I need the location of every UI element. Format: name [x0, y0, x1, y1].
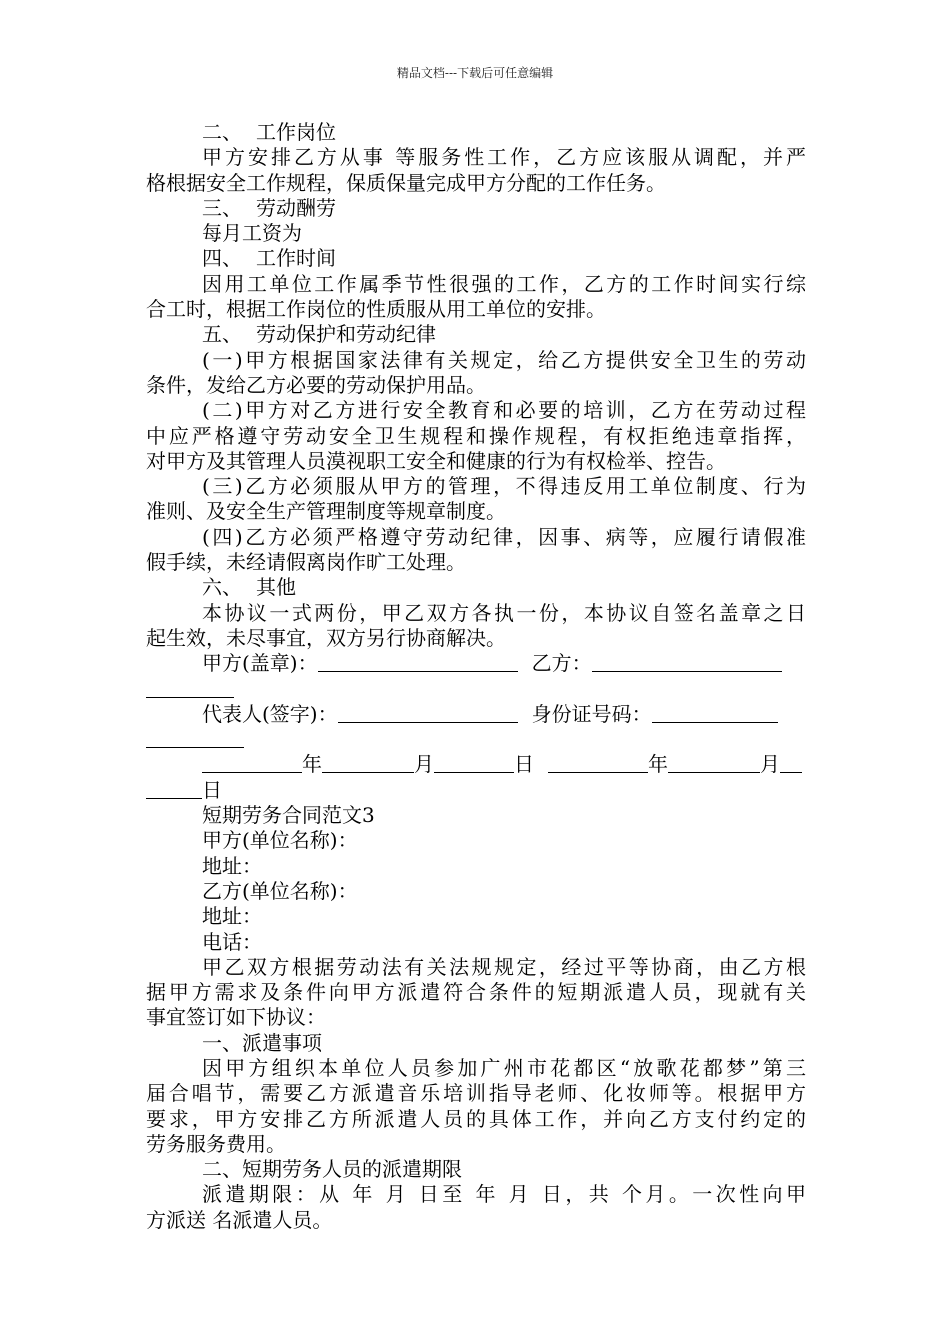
- paragraph-line: 事宜签订如下协议：: [146, 1005, 326, 1030]
- paragraph-line: 甲方安排乙方从事 等服务性工作，乙方应该服从调配，并严: [202, 145, 806, 170]
- paragraph-line: 条件，发给乙方必要的劳动保护用品。: [146, 372, 486, 397]
- id-number-blank: [652, 704, 778, 723]
- signature-line-wrap: [146, 677, 806, 702]
- info-line: 地址：: [202, 904, 262, 929]
- paragraph-line: 对甲方及其管理人员漠视职工安全和健康的行为有权检举、控告。: [146, 448, 726, 473]
- paragraph-line: (四)乙方必须严格遵守劳动纪律，因事、病等，应履行请假准: [202, 524, 806, 549]
- info-line: 电话：: [202, 929, 262, 954]
- paragraph-line: 届合唱节，需要乙方派遣音乐培训指导老师、化妆师等。根据甲方: [146, 1081, 806, 1106]
- info-line: 乙方(单位名称)：: [202, 878, 358, 903]
- signature-line-party: 甲方(盖章)： 乙方：: [146, 651, 806, 676]
- info-line: 甲方(单位名称)：: [202, 828, 358, 853]
- section-heading-4: 四、 工作时间: [202, 246, 336, 271]
- signature-line-rep: 代表人(签字)： 身份证号码：: [146, 702, 806, 727]
- paragraph-line: 据甲方需求及条件向甲方派遣符合条件的短期派遣人员，现就有关: [146, 980, 806, 1005]
- paragraph-line: 因甲方组织本单位人员参加广州市花都区“放歌花都梦”第三: [202, 1055, 806, 1080]
- party-a-seal-blank: [318, 653, 518, 672]
- paragraph-line: 准则、及安全生产管理制度等规章制度。: [146, 499, 506, 524]
- paragraph-line: 起生效，未尽事宜，双方另行协商解决。: [146, 625, 506, 650]
- paragraph-line: (一)甲方根据国家法律有关规定，给乙方提供安全卫生的劳动: [202, 347, 806, 372]
- paragraph-line: 要求，甲方安排乙方所派遣人员的具体工作，并向乙方支付约定的: [146, 1106, 806, 1131]
- section-heading-2: 二、 工作岗位: [202, 120, 336, 144]
- paragraph-line: 方派送 名派遣人员。: [146, 1207, 333, 1232]
- paragraph-line: 格根据安全工作规程，保质保量完成甲方分配的工作任务。: [146, 170, 666, 195]
- paragraph-line: 合工时，根据工作岗位的性质服从用工单位的安排。: [146, 297, 606, 322]
- section-heading-3: 三、 劳动酬劳: [202, 195, 336, 220]
- section-heading-6: 六、 其他: [202, 575, 296, 600]
- signature-line-wrap: [146, 727, 806, 752]
- paragraph-line: 每月工资为: [202, 221, 302, 246]
- paragraph-line: 假手续，未经请假离岗作旷工处理。: [146, 550, 466, 575]
- date-line: 年 月 日 年 月: [146, 752, 806, 777]
- section-heading-period: 二、短期劳务人员的派遣期限: [202, 1157, 462, 1182]
- date-line-wrap: 日: [146, 778, 806, 803]
- page-header: 精品文档---下载后可任意编辑: [396, 66, 554, 80]
- paragraph-line: 派遣期限：从 年 月 日至 年 月 日，共 个月。一次性向甲: [202, 1182, 806, 1207]
- contract-title: 短期劳务合同范文3: [202, 803, 375, 828]
- paragraph-line: 甲乙双方根据劳动法有关法规规定，经过平等协商，由乙方根: [202, 954, 806, 979]
- paragraph-line: 中应严格遵守劳动安全卫生规程和操作规程，有权拒绝违章指挥，: [146, 423, 806, 448]
- paragraph-line: (二)甲方对乙方进行安全教育和必要的培训，乙方在劳动过程: [202, 398, 806, 423]
- paragraph-line: 本协议一式两份，甲乙双方各执一份，本协议自签名盖章之日: [202, 600, 806, 625]
- document-body: [146, 120, 806, 1233]
- paragraph-line: (三)乙方必须服从甲方的管理，不得违反用工单位制度、行为: [202, 474, 806, 499]
- paragraph-line: 劳务服务费用。: [146, 1131, 286, 1156]
- section-heading-dispatch: 一、派遣事项: [202, 1030, 322, 1055]
- paragraph-line: 因用工单位工作属季节性很强的工作，乙方的工作时间实行综: [202, 271, 806, 296]
- representative-signature-blank: [338, 704, 518, 723]
- party-b-blank: [592, 653, 782, 672]
- section-heading-5: 五、 劳动保护和劳动纪律: [202, 322, 436, 347]
- info-line: 地址：: [202, 853, 262, 878]
